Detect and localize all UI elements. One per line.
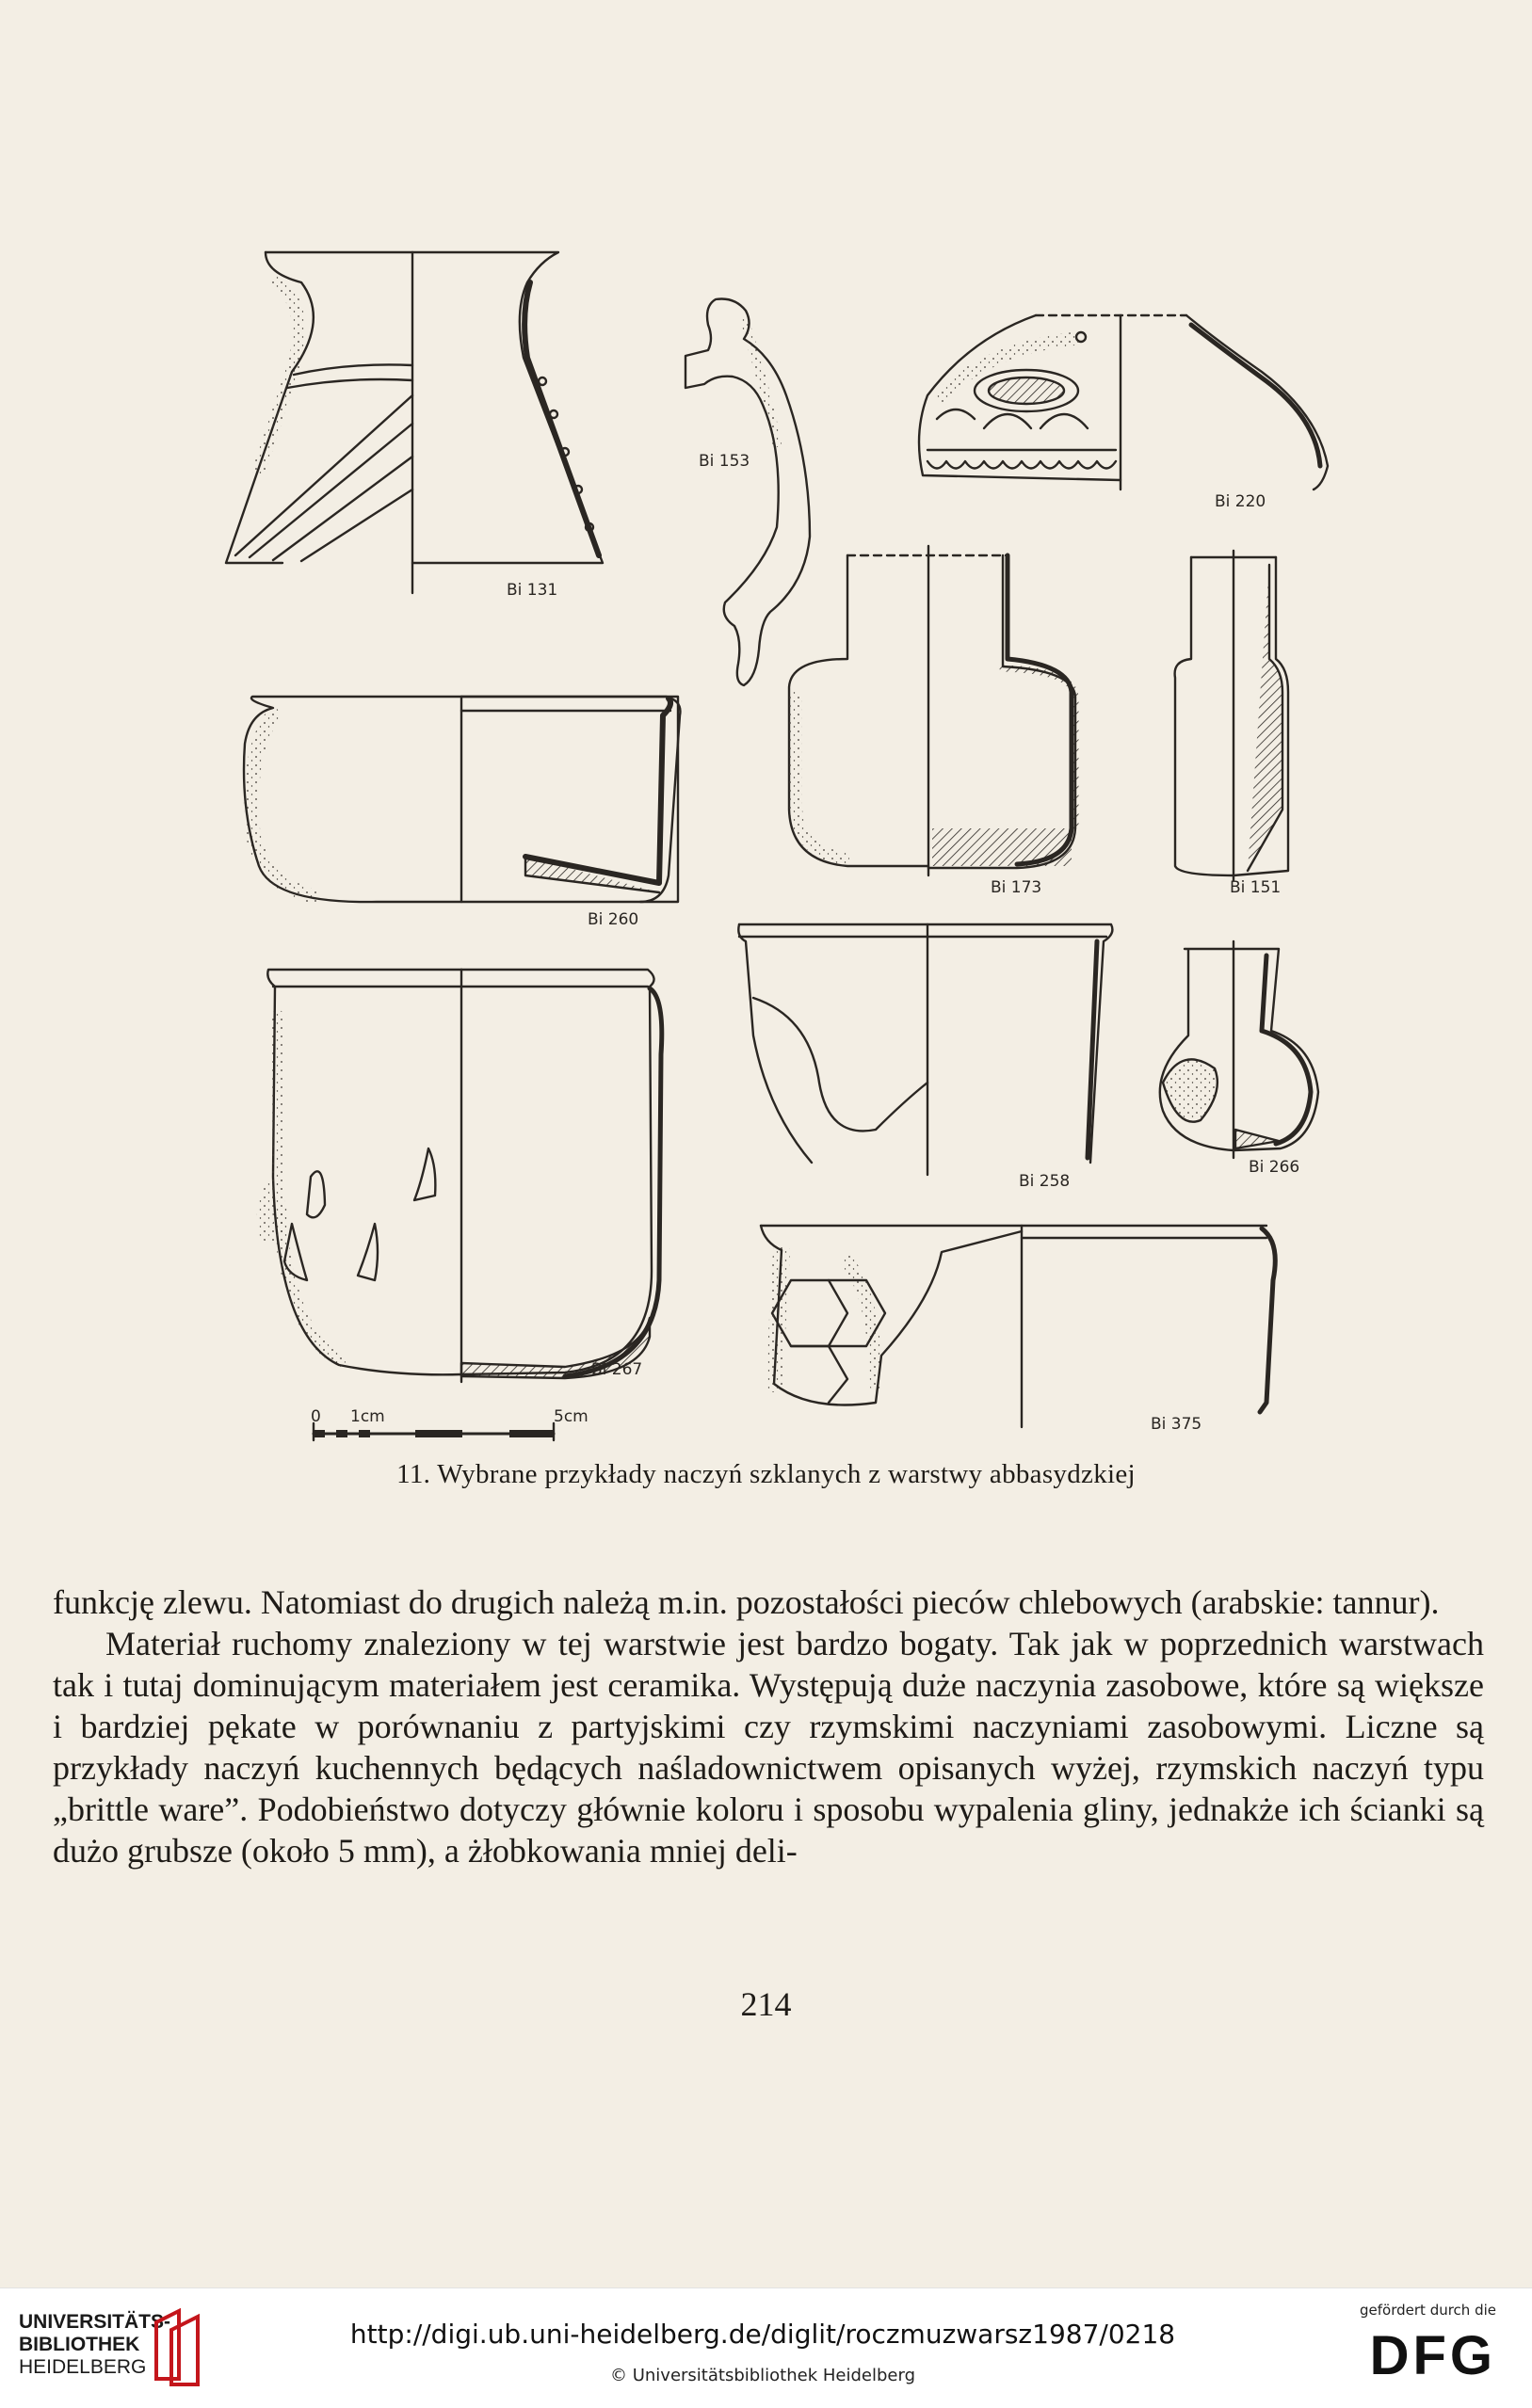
library-logo-icon (151, 2304, 211, 2386)
label-bi131: Bi 131 (507, 581, 558, 600)
scale-label-5cm: 5cm (554, 1407, 589, 1426)
vessel-bi260 (244, 697, 680, 902)
body-text (53, 1581, 1484, 1871)
label-bi220: Bi 220 (1215, 492, 1266, 511)
library-name-line1: UNIVERSITÄTS- (19, 2311, 171, 2333)
vessel-bi151 (1175, 551, 1288, 880)
label-bi151: Bi 151 (1230, 878, 1282, 897)
vessel-bi266 (1160, 941, 1318, 1158)
vessel-bi220 (919, 315, 1328, 490)
label-bi173: Bi 173 (991, 878, 1042, 897)
paragraph-2: Materiał ruchomy znaleziony w tej warstwie jest bardzo bogaty. Tak jak w poprzednich warstwach tak i tutaj dominującym materiałem jest ceramika. Występują duże naczynia zasobowe, które są większe i bardziej pękate w porównaniu z partyjskimi czy rzymskimi naczyniami zasobowymi. Liczne są przykłady naczyń kuchennych będących naśladownictwem opisanych wyżej, rzymskich naczyń typu „brittle ware”. Podobieństwo dotyczy głównie koloru i sposobu wypalenia gliny, jednakże ich ścianki są dużo grubsze (około 5 mm), a żłobkowania mniej deli- (53, 1625, 1484, 1870)
digitization-footer (0, 2288, 1532, 2408)
vessel-bi173 (789, 546, 1075, 875)
library-name-line2: BIBLIOTHEK (19, 2334, 140, 2355)
funding-note: gefördert durch die (1360, 2302, 1496, 2319)
vessel-bi258 (738, 924, 1112, 1175)
scale-label-zero: 0 (311, 1407, 321, 1426)
library-name-line3: HEIDELBERG (19, 2356, 147, 2378)
label-bi258: Bi 258 (1019, 1172, 1071, 1191)
label-bi267: Bi 267 (591, 1360, 643, 1379)
permalink-url[interactable]: http://digi.ub.uni-heidelberg.de/diglit/roczmuzwarsz1987/0218 (349, 2319, 1176, 2350)
page-number: 214 (740, 1985, 792, 2023)
figure-caption: 11. Wybrane przykłady naczyń szklanych z warstwy abbasydzkiej (396, 1459, 1136, 1489)
vessel-bi375 (761, 1226, 1275, 1427)
copyright-notice: © Universitätsbibliothek Heidelberg (609, 2366, 915, 2385)
scale-label-1cm: 1cm (350, 1407, 385, 1426)
label-bi153: Bi 153 (699, 452, 750, 471)
label-bi266: Bi 266 (1249, 1158, 1300, 1177)
vessel-bi153 (685, 299, 810, 686)
library-logo-text[interactable] (19, 2311, 170, 2379)
vessel-bi131 (226, 252, 603, 593)
label-bi375: Bi 375 (1151, 1415, 1202, 1434)
dfg-logo[interactable]: DFG (1369, 2325, 1496, 2386)
paragraph-1: funkcję zlewu. Natomiast do drugich należą m.in. pozostałości pieców chlebowych (arabskie: tannur). (53, 1583, 1440, 1621)
scale-bar (311, 1407, 589, 1440)
label-bi260: Bi 260 (588, 910, 639, 929)
vessel-bi267 (264, 970, 662, 1382)
